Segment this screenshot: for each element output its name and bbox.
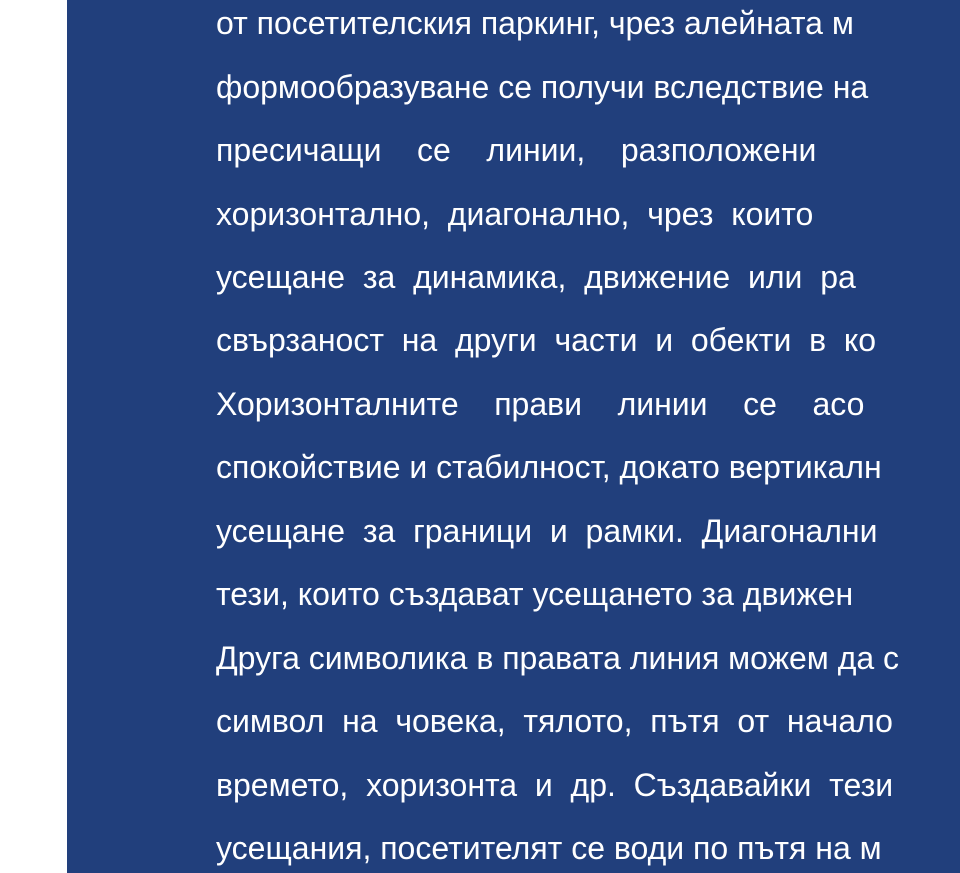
text-line-7: Хоризонталните прави линии се асо [216, 386, 865, 422]
text-line-5: усещане за динамика, движение или ра [216, 259, 856, 295]
text-line-6: свързаност на други части и обекти в ко [216, 322, 877, 358]
text-line-2: формообразуване се получи вследствие на [216, 69, 869, 105]
text-line-4: хоризонтално, диагонално, чрез които [216, 196, 814, 232]
text-line-1: от посетителския паркинг, чрез алейната м [216, 5, 854, 41]
text-line-9: усещане за граници и рамки. Диагонални [216, 513, 878, 549]
text-line-13: времето, хоризонта и др. Създавайки тези [216, 767, 894, 803]
text-line-8: спокойствие и стабилност, докато вертикалн [216, 449, 882, 485]
text-line-14: усещания, посетителят се води по пътя на м [216, 830, 882, 866]
text-line-11: Друга символика в правата линия можем да с [216, 640, 900, 676]
text-line-12: символ на човека, тялото, пътя от начало [216, 703, 893, 739]
text-line-3: пресичащи се линии, разположени [216, 132, 817, 168]
text-line-10: тези, които създават усещането за движен [216, 576, 854, 612]
text-panel [67, 0, 960, 873]
